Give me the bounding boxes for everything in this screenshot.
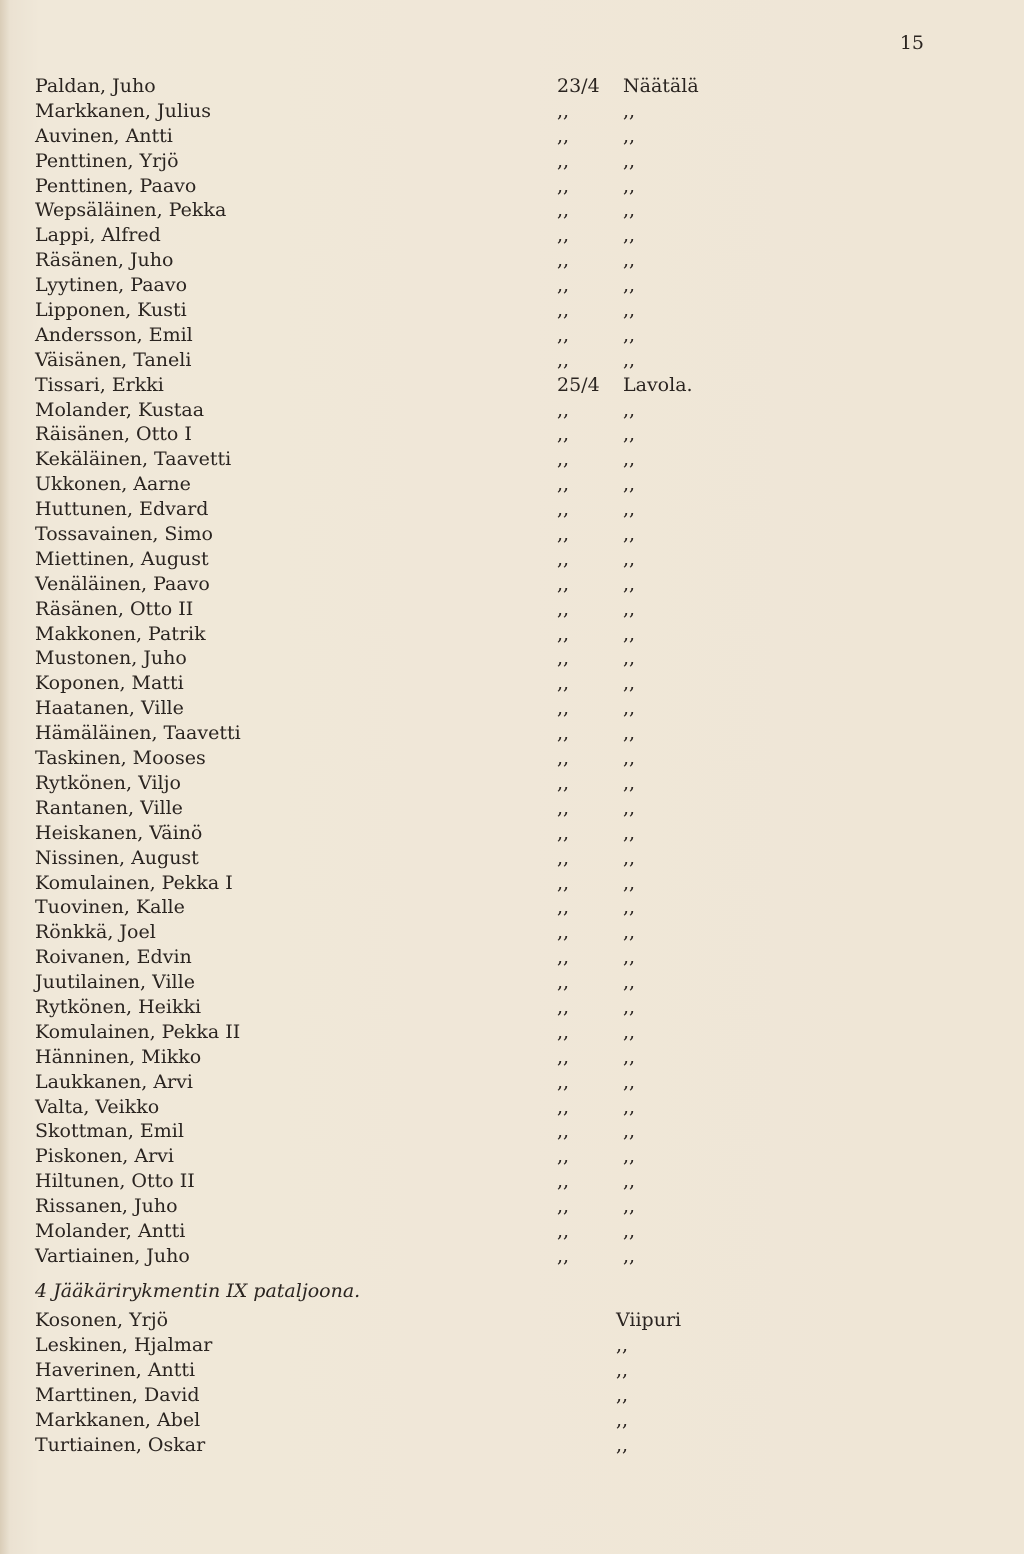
date: ,, <box>557 1219 570 1242</box>
place: ,, <box>623 1070 636 1093</box>
list-item <box>0 174 1024 199</box>
list-item <box>0 1045 1024 1070</box>
date: ,, <box>557 1195 570 1218</box>
person-name: Vartiainen, Juho <box>35 1244 190 1267</box>
list-item <box>0 671 1024 696</box>
list-item <box>0 597 1024 622</box>
list-item <box>0 1144 1024 1169</box>
date: ,, <box>557 299 570 322</box>
list-item <box>0 149 1024 174</box>
date: ,, <box>557 672 570 695</box>
date: ,, <box>557 871 570 894</box>
person-name: Miettinen, August <box>35 547 209 570</box>
person-name: Ukkonen, Aarne <box>35 473 191 496</box>
list-item <box>0 348 1024 373</box>
list-item <box>0 871 1024 896</box>
person-name: Lyytinen, Paavo <box>35 274 188 297</box>
person-name: Tuovinen, Kalle <box>35 896 185 919</box>
place: ,, <box>623 1045 636 1068</box>
person-name: Mustonen, Juho <box>35 647 187 670</box>
place: ,, <box>623 971 636 994</box>
date: ,, <box>557 921 570 944</box>
list-item <box>0 547 1024 572</box>
place: ,, <box>623 1145 636 1168</box>
person-name: Kosonen, Yrjö <box>35 1309 169 1331</box>
date: ,, <box>557 1170 570 1193</box>
place: ,, <box>623 523 636 546</box>
person-name: Roivanen, Edvin <box>35 946 192 969</box>
place: Näätälä <box>623 75 699 97</box>
person-name: Räsänen, Juho <box>35 249 174 272</box>
place: ,, <box>623 896 636 919</box>
place: ,, <box>616 1434 629 1456</box>
date: ,, <box>557 498 570 521</box>
list-item <box>0 273 1024 298</box>
list-item <box>0 472 1024 497</box>
person-name: Rissanen, Juho <box>35 1195 178 1218</box>
place: ,, <box>623 796 636 819</box>
section-heading: 4 Jääkärirykmentin IX pataljoona. <box>35 1280 361 1302</box>
person-name: Heiskanen, Väinö <box>35 821 203 844</box>
place: ,, <box>616 1384 629 1406</box>
list-item <box>0 1194 1024 1219</box>
place: ,, <box>623 348 636 371</box>
date: ,, <box>557 274 570 297</box>
date: ,, <box>557 473 570 496</box>
list-item <box>0 1219 1024 1244</box>
list-item <box>0 74 1024 99</box>
person-name: Molander, Kustaa <box>35 398 205 421</box>
list-item <box>0 124 1024 149</box>
date: ,, <box>557 647 570 670</box>
date: ,, <box>557 523 570 546</box>
list-item <box>0 995 1024 1020</box>
date: ,, <box>557 348 570 371</box>
date: ,, <box>557 423 570 446</box>
place: ,, <box>623 597 636 620</box>
person-name: Hiltunen, Otto II <box>35 1170 195 1193</box>
place: ,, <box>623 299 636 322</box>
list-item <box>0 796 1024 821</box>
person-name: Rytkönen, Viljo <box>35 771 181 794</box>
person-name: Räsänen, Otto II <box>35 597 194 620</box>
place: ,, <box>623 747 636 770</box>
person-name: Auvinen, Antti <box>35 124 173 147</box>
person-name: Taskinen, Mooses <box>35 747 206 770</box>
person-name: Turtiainen, Oskar <box>35 1434 206 1456</box>
person-name: Rönkkä, Joel <box>35 921 156 944</box>
person-name: Makkonen, Patrik <box>35 622 206 645</box>
person-name: Komulainen, Pekka II <box>35 1020 241 1043</box>
date: ,, <box>557 622 570 645</box>
person-name: Marttinen, David <box>35 1384 200 1406</box>
date: ,, <box>557 224 570 247</box>
list-item <box>0 920 1024 945</box>
list-item <box>0 1433 1024 1458</box>
date: ,, <box>557 124 570 147</box>
place: ,, <box>623 722 636 745</box>
date: ,, <box>557 448 570 471</box>
place: Viipuri <box>616 1309 682 1331</box>
list-item <box>0 422 1024 447</box>
date: ,, <box>557 971 570 994</box>
place: ,, <box>623 771 636 794</box>
list-item <box>0 572 1024 597</box>
list-item <box>0 1119 1024 1144</box>
person-name: Huttunen, Edvard <box>35 498 209 521</box>
list-item <box>0 895 1024 920</box>
person-name: Valta, Veikko <box>35 1095 160 1118</box>
place: ,, <box>623 672 636 695</box>
place: ,, <box>623 622 636 645</box>
place: ,, <box>623 1020 636 1043</box>
place: ,, <box>623 1195 636 1218</box>
date: ,, <box>557 249 570 272</box>
list-item <box>0 497 1024 522</box>
person-name: Kekäläinen, Taavetti <box>35 448 232 471</box>
person-name: Komulainen, Pekka I <box>35 871 233 894</box>
place: ,, <box>623 249 636 272</box>
person-name: Rantanen, Ville <box>35 796 183 819</box>
place: ,, <box>616 1409 629 1431</box>
list-item <box>0 1244 1024 1269</box>
date: ,, <box>557 99 570 122</box>
person-name: Venäläinen, Paavo <box>35 572 210 595</box>
list-item <box>0 1070 1024 1095</box>
place: ,, <box>616 1334 629 1356</box>
person-name: Wepsäläinen, Pekka <box>35 199 227 222</box>
place: ,, <box>623 99 636 122</box>
list-item <box>0 945 1024 970</box>
date: ,, <box>557 547 570 570</box>
person-name: Markkanen, Julius <box>35 99 212 122</box>
place: ,, <box>623 1120 636 1143</box>
place: ,, <box>623 398 636 421</box>
place: ,, <box>623 199 636 222</box>
place: ,, <box>623 547 636 570</box>
place: ,, <box>623 1170 636 1193</box>
place: ,, <box>623 946 636 969</box>
date: ,, <box>557 796 570 819</box>
person-name: Rytkönen, Heikki <box>35 995 202 1018</box>
list-item <box>0 1333 1024 1358</box>
person-name: Koponen, Matti <box>35 672 184 695</box>
date: ,, <box>557 597 570 620</box>
place: ,, <box>623 124 636 147</box>
person-name: Penttinen, Paavo <box>35 174 197 197</box>
place: ,, <box>623 921 636 944</box>
person-name: Molander, Antti <box>35 1219 186 1242</box>
place: ,, <box>623 149 636 172</box>
place: ,, <box>623 871 636 894</box>
page-number: 15 <box>899 32 924 54</box>
roster-list <box>0 74 1024 1269</box>
date: ,, <box>557 1145 570 1168</box>
date: ,, <box>557 946 570 969</box>
person-name: Hämäläinen, Taavetti <box>35 722 241 745</box>
person-name: Andersson, Emil <box>35 323 193 346</box>
list-item <box>0 522 1024 547</box>
person-name: Lipponen, Kusti <box>35 299 187 322</box>
place: ,, <box>623 423 636 446</box>
place: ,, <box>623 697 636 720</box>
list-item <box>0 696 1024 721</box>
person-name: Hänninen, Mikko <box>35 1045 202 1068</box>
person-name: Väisänen, Taneli <box>35 348 192 371</box>
list-item <box>0 821 1024 846</box>
place: ,, <box>623 572 636 595</box>
list-item <box>0 99 1024 124</box>
person-name: Penttinen, Yrjö <box>35 149 179 172</box>
list-item <box>0 223 1024 248</box>
date: ,, <box>557 771 570 794</box>
date: ,, <box>557 697 570 720</box>
list-item <box>0 771 1024 796</box>
person-name: Laukkanen, Arvi <box>35 1070 193 1093</box>
person-name: Tossavainen, Simo <box>35 523 213 546</box>
person-name: Haatanen, Ville <box>35 697 184 720</box>
list-item <box>0 721 1024 746</box>
date: ,, <box>557 1045 570 1068</box>
place: ,, <box>623 846 636 869</box>
date: ,, <box>557 1020 570 1043</box>
place: ,, <box>623 498 636 521</box>
date: ,, <box>557 846 570 869</box>
person-name: Lappi, Alfred <box>35 224 161 247</box>
person-name: Juutilainen, Ville <box>35 971 195 994</box>
date: 23/4 <box>557 75 600 97</box>
person-name: Skottman, Emil <box>35 1120 184 1143</box>
list-item <box>0 746 1024 771</box>
person-name: Markkanen, Abel <box>35 1409 201 1431</box>
list-item <box>0 1408 1024 1433</box>
list-item <box>0 1358 1024 1383</box>
list-item <box>0 646 1024 671</box>
list-item <box>0 373 1024 398</box>
list-item <box>0 248 1024 273</box>
person-name: Leskinen, Hjalmar <box>35 1334 213 1356</box>
place: ,, <box>623 1219 636 1242</box>
list-item <box>0 447 1024 472</box>
place: ,, <box>623 323 636 346</box>
place: ,, <box>623 647 636 670</box>
date: ,, <box>557 1244 570 1267</box>
roster-list-2 <box>0 1308 1024 1458</box>
person-name: Haverinen, Antti <box>35 1359 196 1381</box>
date: ,, <box>557 821 570 844</box>
list-item <box>0 622 1024 647</box>
person-name: Piskonen, Arvi <box>35 1145 174 1168</box>
list-item <box>0 1095 1024 1120</box>
place: ,, <box>623 995 636 1018</box>
list-item <box>0 1308 1024 1333</box>
date: ,, <box>557 199 570 222</box>
date: ,, <box>557 747 570 770</box>
place: Lavola. <box>623 373 693 396</box>
place: ,, <box>623 1095 636 1118</box>
date: ,, <box>557 149 570 172</box>
list-item <box>0 323 1024 348</box>
person-name: Paldan, Juho <box>35 75 156 97</box>
date: ,, <box>557 1120 570 1143</box>
list-item <box>0 1020 1024 1045</box>
date: ,, <box>557 398 570 421</box>
date: 25/4 <box>557 373 600 396</box>
date: ,, <box>557 572 570 595</box>
place: ,, <box>623 448 636 471</box>
date: ,, <box>557 1095 570 1118</box>
date: ,, <box>557 174 570 197</box>
place: ,, <box>623 821 636 844</box>
place: ,, <box>623 174 636 197</box>
place: ,, <box>623 473 636 496</box>
person-name: Nissinen, August <box>35 846 199 869</box>
person-name: Tissari, Erkki <box>35 373 164 396</box>
place: ,, <box>623 224 636 247</box>
list-item <box>0 846 1024 871</box>
place: ,, <box>623 274 636 297</box>
list-item <box>0 1169 1024 1194</box>
person-name: Räisänen, Otto I <box>35 423 192 446</box>
place: ,, <box>616 1359 629 1381</box>
list-item <box>0 198 1024 223</box>
list-item <box>0 970 1024 995</box>
date: ,, <box>557 995 570 1018</box>
list-item <box>0 1383 1024 1408</box>
date: ,, <box>557 1070 570 1093</box>
date: ,, <box>557 323 570 346</box>
date: ,, <box>557 896 570 919</box>
date: ,, <box>557 722 570 745</box>
place: ,, <box>623 1244 636 1267</box>
list-item <box>0 398 1024 423</box>
list-item <box>0 298 1024 323</box>
